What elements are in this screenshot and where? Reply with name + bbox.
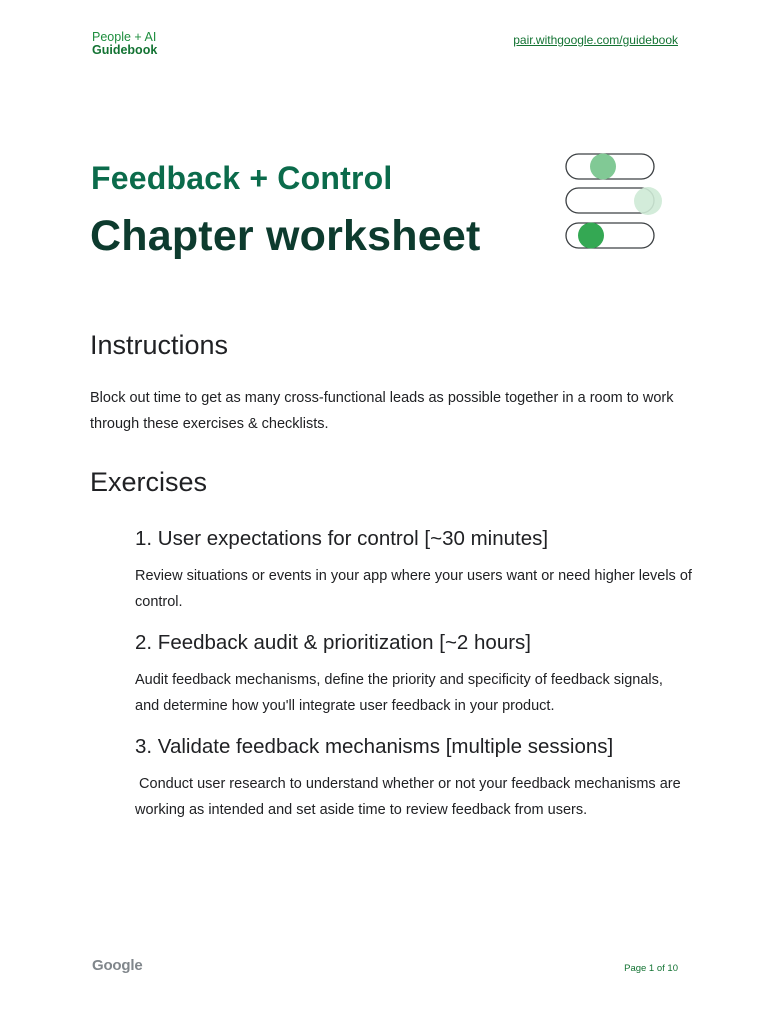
instructions-heading: Instructions bbox=[90, 330, 229, 360]
toggle-switches-icon bbox=[560, 148, 670, 258]
exercise-1-title: 1. User expectations for control [~30 minutes] bbox=[135, 527, 549, 550]
exercise-2-text: Audit feedback mechanisms, define the priority and specificity of feedback signals, and determine how you'll integrate user feedback in your product. bbox=[135, 672, 663, 714]
brand-line-1: People + AI bbox=[92, 30, 157, 44]
exercise-1-text: Review situations or events in your app where your users want or need higher levels of control. bbox=[135, 568, 692, 610]
chapter-title: Feedback + Control bbox=[91, 160, 393, 196]
exercises-heading: Exercises bbox=[90, 467, 208, 497]
exercise-2-title: 2. Feedback audit & prioritization [~2 hours] bbox=[135, 631, 531, 654]
page-number: Page 1 of 10 bbox=[624, 963, 678, 974]
exercise-3-title: 3. Validate feedback mechanisms [multiple sessions] bbox=[135, 735, 614, 758]
worksheet-title: Chapter worksheet bbox=[90, 212, 481, 260]
guidebook-link[interactable]: pair.withgoogle.com/guidebook bbox=[513, 33, 678, 47]
brand-line-2: Guidebook bbox=[92, 43, 158, 57]
brand-logo bbox=[92, 31, 157, 57]
exercise-3-text: Conduct user research to understand whether or not your feedback mechanisms are working as intended and set aside time to review feedback from users. bbox=[135, 776, 685, 818]
google-logo: Google bbox=[92, 957, 143, 974]
instructions-text: Block out time to get as many cross-functional leads as possible together in a room to work through these exercises & checklists. bbox=[90, 390, 674, 432]
